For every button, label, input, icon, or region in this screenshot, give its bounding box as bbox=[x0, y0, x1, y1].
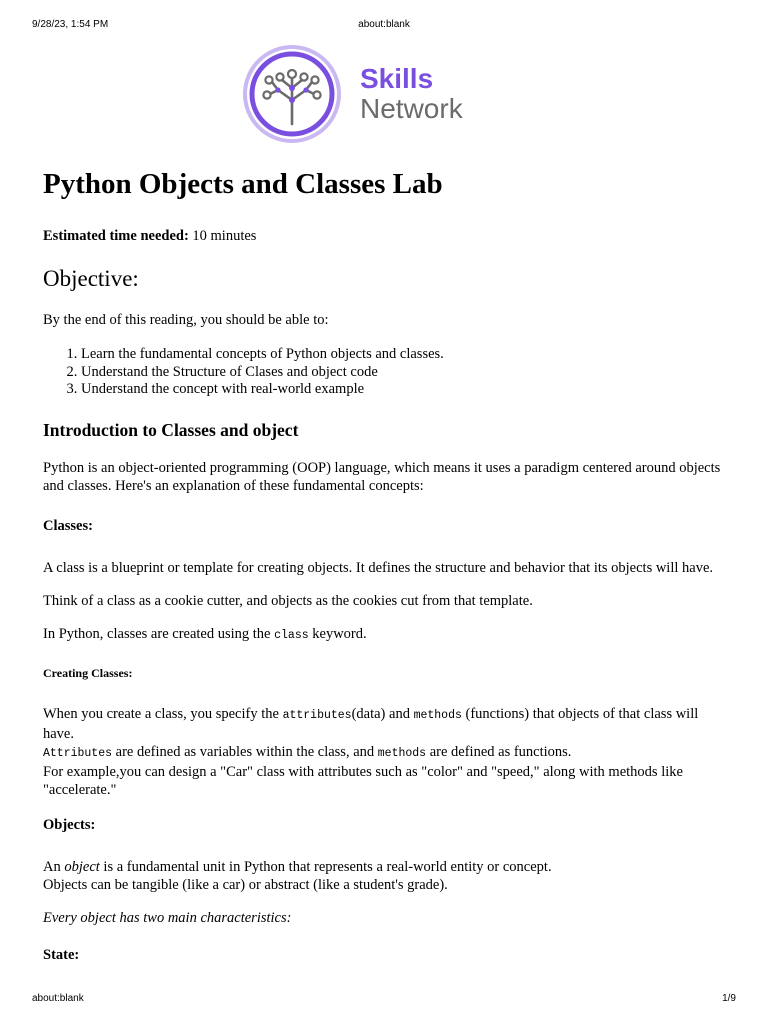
creating-classes-paragraph: When you create a class, you specify the attributes(data) and methods (functions) that objects of that class will have. Attributes are defined as variables within the class, and methods are defined as functions. For example,you can design a "Car" class with attributes such as "color" and "speed," along with methods like "accelerate." bbox=[43, 705, 699, 798]
classes-paragraph-2: Think of a class as a cookie cutter, and objects as the cookies cut from that template. bbox=[43, 592, 533, 609]
characteristics-note: Every object has two main characteristics: bbox=[43, 909, 292, 926]
classes-paragraph-3: In Python, classes are created using the class keyword. bbox=[43, 625, 367, 642]
logo-wordmark bbox=[360, 64, 463, 124]
classes-heading: Classes: bbox=[43, 517, 93, 534]
page-number: 1/9 bbox=[722, 993, 736, 1004]
code-methods: methods bbox=[413, 708, 462, 722]
object-term: object bbox=[64, 858, 100, 875]
print-page-title: about:blank bbox=[358, 19, 410, 30]
objects-heading: Objects: bbox=[43, 816, 96, 833]
classes-paragraph-1: A class is a blueprint or template for creating objects. It defines the structure and behavior that its objects will have. bbox=[43, 559, 714, 576]
list-item: 3. Understand the concept with real-world example bbox=[81, 381, 725, 399]
tree-network-icon bbox=[242, 44, 342, 144]
objects-paragraph: An object is a fundamental unit in Python that represents a real-world entity or concept. Objects can be tangible (like a car) or abstract (like a student's grade). bbox=[43, 858, 552, 893]
estimated-time-value: 10 minutes bbox=[188, 228, 257, 244]
objective-list bbox=[43, 346, 725, 399]
state-heading: State: bbox=[43, 946, 80, 963]
objective-heading: Objective: bbox=[43, 266, 139, 291]
logo-word-skills: Skills bbox=[360, 63, 434, 94]
document-body bbox=[43, 165, 725, 988]
creating-classes-heading: Creating Classes: bbox=[43, 665, 133, 680]
objective-intro: By the end of this reading, you should be able to: bbox=[43, 312, 329, 328]
logo-word-network: Network bbox=[360, 93, 463, 124]
intro-heading: Introduction to Classes and object bbox=[43, 419, 299, 440]
skills-network-logo bbox=[242, 44, 482, 150]
code-class-keyword: class bbox=[274, 628, 309, 642]
estimated-time bbox=[43, 227, 725, 245]
page-title: Python Objects and Classes Lab bbox=[43, 168, 443, 200]
print-url: about:blank bbox=[32, 993, 84, 1004]
estimated-time-label: Estimated time needed: bbox=[43, 228, 189, 244]
code-attributes-cap: Attributes bbox=[43, 746, 113, 760]
print-datetime: 9/28/23, 1:54 PM bbox=[32, 19, 109, 30]
list-item: 1. Learn the fundamental concepts of Python objects and classes. bbox=[81, 346, 725, 364]
code-attributes: attributes bbox=[282, 708, 352, 722]
intro-paragraph: Python is an object-oriented programming (OOP) language, which means it uses a paradigm centered around objects and classes. Here's an explanation of these fundamental concepts: bbox=[43, 459, 721, 494]
code-methods-2: methods bbox=[377, 746, 427, 760]
list-item: 2. Understand the Structure of Clases and object code bbox=[81, 364, 725, 382]
